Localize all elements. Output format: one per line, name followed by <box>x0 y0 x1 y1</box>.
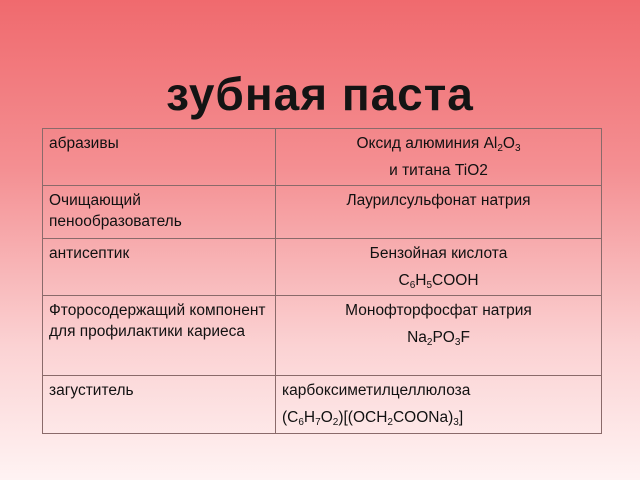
component-substance <box>276 376 602 434</box>
component-substance <box>276 296 602 376</box>
formula-line: $C_6H_5COOH$ <box>398 272 479 291</box>
component-name: Очищающий пенообразователь <box>43 186 276 239</box>
substance-line: и титана TiO2 <box>389 162 488 179</box>
substance-line: Монофторфосфат натрия <box>345 302 532 319</box>
table-row <box>43 376 602 434</box>
component-substance <box>276 239 602 296</box>
table-row <box>43 186 602 239</box>
component-name: Фторосодержащий компонент для профилактики кариеса <box>43 296 276 376</box>
component-substance <box>276 186 602 239</box>
substance-line: Оксид алюминия $Al_2O_3$ <box>356 135 521 154</box>
component-name: абразивы <box>43 129 276 186</box>
component-name: загуститель <box>43 376 276 434</box>
formula-line: $Na_2PO_3F$ <box>407 329 470 348</box>
substance-line: карбоксиметилцеллюлоза <box>282 382 471 399</box>
table-row <box>43 296 602 376</box>
slide-title: зубная паста <box>166 68 474 120</box>
table-row <box>43 239 602 296</box>
substance-line: Бензойная кислота <box>369 245 508 262</box>
component-name: антисептик <box>43 239 276 296</box>
formula-line: $(C_6H_7O_2)[(OCH_2COONa)_3]$ <box>282 409 464 428</box>
substance-line: Лаурилсульфонат натрия <box>346 192 531 209</box>
toothpaste-components-table <box>42 128 602 434</box>
component-substance <box>276 129 602 186</box>
table-row <box>43 129 602 186</box>
